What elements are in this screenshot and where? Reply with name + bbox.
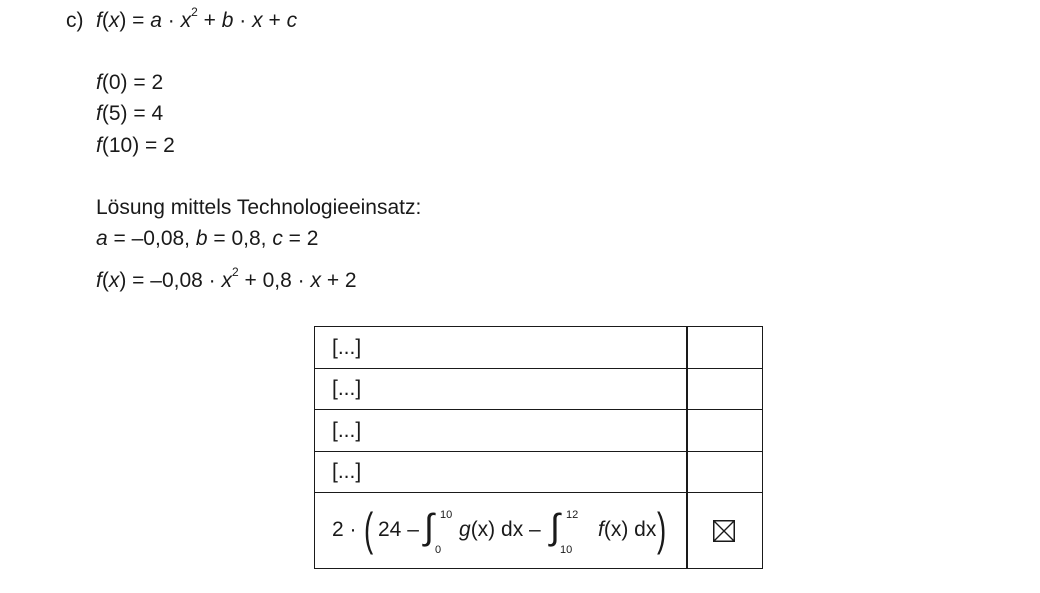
var-x: x — [310, 269, 321, 292]
solution-heading: Lösung mittels Technologieeinsatz: — [96, 196, 422, 219]
integral-1-lower: 0 — [435, 544, 442, 556]
row-text: [...] — [332, 419, 362, 442]
equals: = — [126, 9, 151, 32]
integrand-rest: (x) dx — [603, 518, 657, 541]
function-definition: $f(x) = a \cdot x^2 + b \cdot x + c$ — [96, 5, 298, 32]
coef-a-value: = –0,08, — [107, 227, 196, 250]
table-row — [315, 452, 762, 493]
integrand-rest: (x) dx – — [470, 518, 541, 541]
table-row-formula — [315, 493, 762, 568]
row-text: [...] — [332, 336, 362, 359]
condition-1 — [96, 70, 163, 96]
fn-arg: x — [108, 9, 120, 32]
coef-a: a — [96, 227, 108, 250]
integral-2-upper: 12 — [566, 509, 579, 521]
formula-coefficient: 2 · — [332, 518, 357, 541]
dot: · — [161, 9, 181, 32]
row-text: [...] — [332, 460, 362, 483]
solution-function: $f(x) = -0,08 \cdot x^2 + 0,8 \cdot x + 2$ — [96, 265, 357, 292]
coef-b-value: = 0,8, — [207, 227, 273, 250]
answer-table — [314, 326, 763, 569]
exponent: 2 — [191, 5, 198, 19]
coef-b: b — [195, 227, 208, 250]
fn-name: f — [96, 71, 102, 94]
coef-c: c — [272, 227, 283, 250]
coef-b: b — [221, 9, 234, 32]
column-divider — [686, 410, 688, 451]
fn-arg: x — [108, 269, 120, 292]
table-row — [315, 410, 762, 452]
var-x: x — [221, 269, 232, 292]
plus: + — [197, 9, 222, 32]
integral-sign-icon: ∫ — [424, 506, 434, 547]
checkbox-cell — [687, 493, 762, 568]
middle-part: + 0,8 · — [238, 269, 311, 292]
end-part: + 2 — [320, 269, 357, 292]
coefficients-line — [96, 226, 318, 252]
condition-3 — [96, 133, 175, 159]
integrand-fn: g — [459, 518, 471, 541]
coef-c-value: = 2 — [282, 227, 319, 250]
formula-constant: 24 – — [378, 518, 419, 541]
dot: · — [233, 9, 253, 32]
table-row — [315, 369, 762, 410]
condition-text: (5) = 4 — [101, 102, 164, 125]
equals-part: = –0,08 · — [126, 269, 222, 292]
fn-name: f — [96, 269, 102, 292]
checked-box-icon[interactable] — [713, 520, 735, 542]
open-paren: ( — [364, 503, 374, 555]
fn-name: f — [96, 134, 102, 157]
integral-2-lower: 10 — [560, 544, 573, 556]
integrand-2 — [598, 518, 657, 542]
column-divider — [686, 327, 688, 368]
integral-sign-icon: ∫ — [550, 506, 560, 547]
condition-text: (0) = 2 — [101, 71, 164, 94]
var-x: x — [252, 9, 263, 32]
plus: + — [262, 9, 287, 32]
condition-2 — [96, 101, 163, 127]
column-divider — [686, 369, 688, 409]
coef-c: c — [286, 9, 298, 32]
task-label: c) — [66, 9, 84, 32]
condition-text: (10) = 2 — [101, 134, 175, 157]
integrand-1 — [459, 518, 541, 542]
coef-a: a — [150, 9, 162, 32]
column-divider — [686, 452, 688, 492]
integral-1-upper: 10 — [440, 509, 453, 521]
exponent: 2 — [232, 265, 239, 279]
fn-name: f — [96, 102, 102, 125]
close-paren: ) — [657, 503, 667, 555]
row-text: [...] — [332, 377, 362, 400]
fn-name: f — [96, 9, 102, 32]
var-x: x — [180, 9, 192, 32]
integrand-fn: f — [598, 518, 604, 541]
table-row — [315, 327, 762, 369]
